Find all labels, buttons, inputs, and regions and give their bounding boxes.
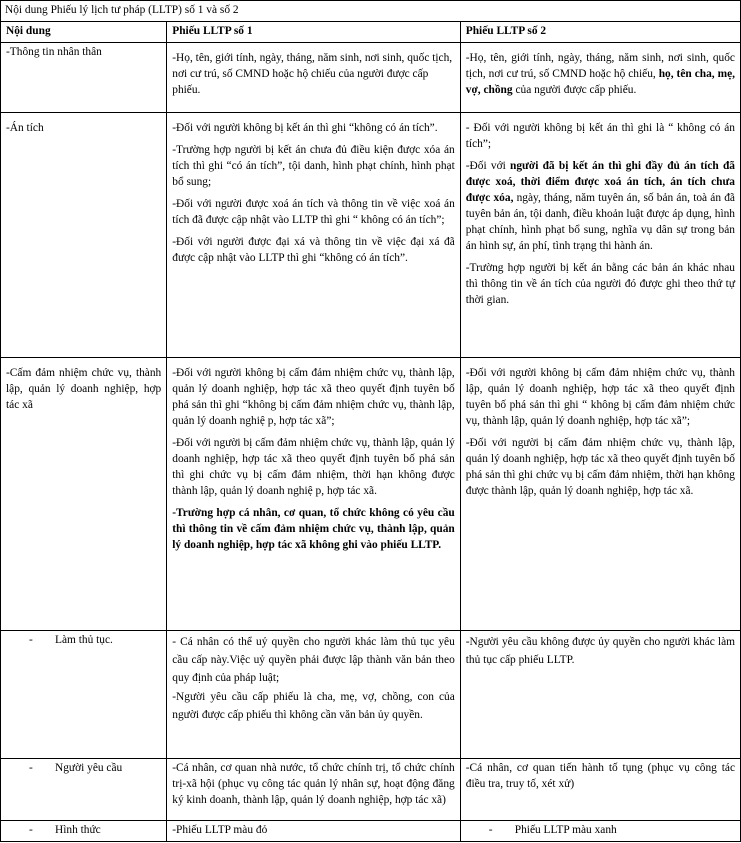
procedure-form-1 <box>167 630 461 758</box>
label-procedure-text: Làm thủ tục. <box>55 633 113 646</box>
table-caption: Nội dung Phiếu lý lịch tư pháp (LLTP) số 1 và số 2 <box>1 1 741 22</box>
ban-form-1-p2: -Đối với người bị cấm đảm nhiệm chức vụ, thành lập, quản lý doanh nghiệp, hợp tác xã theo quyết định tuyên bố phá sản thì ghi chức vụ bị cấm đảm nhiệm, thời hạn không được thành lập, quản lý doanh nghiệ p, hợp tác xã. <box>172 436 455 497</box>
label-requester <box>1 758 167 820</box>
requester-form-2 <box>460 758 740 820</box>
identity-form-2-part-b: họ, tên cha, mẹ, vợ, chồng <box>465 67 736 96</box>
criminal-form-2-p2-a: -Đối với <box>465 159 511 172</box>
criminal-form-1-p4: -Đối với người được đại xá và thông tin về việc đại xá đã được cập nhật vào LLTP thì ghi “không có án tích”. <box>172 235 455 264</box>
criminal-form-2-p2-c: ngày, tháng, năm tuyên án, số bản án, toà án đã tuyên bản án, tội danh, điều khoản luật được áp dụng, hình phạt chính, hình phạt bổ sung, nghĩa vụ dân sự trong bản án hình sự, án phí, tình trạng thi hành án. <box>465 191 735 252</box>
ban-form-1-p1: -Đối với người không bị cấm đảm nhiệm chức vụ, thành lập, quản lý doanh nghiệp, hợp tác xã theo quyết định tuyên bố phá sản thì ghi “không bị cấm đảm nhiệm chức vụ, thành lập, quản lý doanh nghiệ p, hợp tác xã”; <box>172 366 455 427</box>
label-criminal-record: -Án tích <box>1 112 167 357</box>
label-procedure-dash: - <box>29 633 33 646</box>
label-business-ban: -Cấm đảm nhiệm chức vụ, thành lập, quản lý doanh nghiệp, hợp tác xã <box>1 357 167 630</box>
form-type-2-text: Phiếu LLTP màu xanh <box>514 823 617 836</box>
requester-form-1 <box>167 758 461 820</box>
requester-form-1-p1: -Cá nhân, cơ quan nhà nước, tổ chức chính trị, tổ chức chính trị-xã hội (phục vụ công tác quản lý nhân sự, hoạt động đăng ký kinh doanh, thành lập, quản lý doanh nghiệp, hợp tác xã) <box>172 761 455 806</box>
row-identity <box>1 42 741 112</box>
label-form-type-text: Hình thức <box>55 823 101 836</box>
row-business-ban <box>1 357 741 630</box>
identity-form-1 <box>167 42 461 112</box>
procedure-form-2 <box>460 630 740 758</box>
criminal-form-1-p2: -Trường hợp người bị kết án chưa đủ điều kiện được xóa án tích thì ghi “có án tích”, tội danh, hình phạt chính, hình phạt bổ sung; <box>172 143 455 188</box>
identity-form-2-part-a: -Họ, tên, giới tính, ngày, tháng, năm sinh, nơi sinh, quốc tịch, nơi cư trú, số CMND hoặc hộ chiếu, <box>465 51 735 80</box>
procedure-form-1-p1: - Cá nhân có thể uỷ quyền cho người khác làm thủ tục yêu cầu cấp này.Việc uỷ quyền phải được lập thành văn bản theo quy định của pháp luật; <box>172 635 455 685</box>
ban-form-1 <box>167 357 461 630</box>
identity-form-2-part-c: của người được cấp phiếu. <box>512 83 637 96</box>
identity-form-2 <box>460 42 740 112</box>
label-form-type-dash: - <box>29 823 33 836</box>
criminal-form-2 <box>460 112 740 357</box>
label-requester-dash: - <box>29 761 33 774</box>
header-content: Nội dung <box>1 21 167 42</box>
label-identity: -Thông tin nhân thân <box>1 42 167 112</box>
ban-form-2-p1: -Đối với người không bị cấm đảm nhiệm chức vụ, thành lập, quản lý doanh nghiệp, hợp tác xã theo quyết định tuyên bố phá sản thì ghi “ không bị cấm đảm nhiệm chức vụ, thành lập, quản lý doanh nghiệp, hợp tác xã”; <box>465 366 735 427</box>
row-criminal-record <box>1 112 741 357</box>
row-requester <box>1 758 741 820</box>
criminal-form-2-p2-b: người đã bị kết án thì ghi đầy đủ án tích đã được xoá, thời điểm được xoá án tích, án tích chưa được xóa, <box>465 159 735 204</box>
criminal-form-1 <box>167 112 461 357</box>
label-requester-text: Người yêu cầu <box>55 761 123 774</box>
identity-form-1-text: -Họ, tên, giới tính, ngày, tháng, năm sinh, nơi sinh, quốc tịch, nơi cư trú, số CMND hoặc hộ chiếu của người được cấp phiếu. <box>172 51 453 96</box>
form-type-1: -Phiếu LLTP màu đỏ <box>167 820 461 841</box>
criminal-form-2-p3: -Trường hợp người bị kết án bằng các bản án khác nhau thì thông tin về án tích của người đó được ghi theo thứ tự thời gian. <box>465 261 735 306</box>
form-type-2-dash: - <box>488 823 493 836</box>
header-form-1: Phiếu LLTP số 1 <box>167 21 461 42</box>
caption-row <box>1 1 741 22</box>
requester-form-2-p1: -Cá nhân, cơ quan tiến hành tố tụng (phục vụ công tác điều tra, truy tố, xét xử) <box>465 761 735 790</box>
criminal-form-1-p1: -Đối với người không bị kết án thì ghi “không có án tích”. <box>172 121 438 134</box>
procedure-form-2-p1: -Người yêu cầu không được ủy quyền cho người khác làm thủ tục cấp phiếu LLTP. <box>465 635 735 667</box>
row-form-type <box>1 820 741 841</box>
form-type-2 <box>460 820 740 841</box>
row-procedure <box>1 630 741 758</box>
ban-form-1-p3: -Trường hợp cá nhân, cơ quan, tổ chức không có yêu cầu thì thông tin về cấm đảm nhiệm chức vụ, thành lập, quản lý doanh nghiệp, hợp tác xã không ghi vào phiếu LLTP. <box>172 506 455 551</box>
identity-form-2-text <box>466 51 735 99</box>
criminal-form-2-p2 <box>466 159 735 255</box>
procedure-form-1-p2: -Người yêu cầu cấp phiếu là cha, mẹ, vợ, chồng, con của người được cấp phiếu thì không cần văn bản ủy quyền. <box>172 690 455 721</box>
ban-form-2 <box>460 357 740 630</box>
label-procedure <box>1 630 167 758</box>
header-form-2: Phiếu LLTP số 2 <box>460 21 740 42</box>
ban-form-2-p2: -Đối với người bị cấm đảm nhiệm chức vụ, thành lập, quản lý doanh nghiệp, hợp tác xã theo quyết định tuyên bố phá sản thì ghi chức vụ bị cấm đảm nhiệm, thời hạn không được thành lập, quản lý doanh nghiệp, hợp tác xã. <box>465 436 735 497</box>
header-row <box>1 21 741 42</box>
criminal-form-1-p3: -Đối với người được xoá án tích và thông tin về việc xoá án tích đã được cập nhật vào LLTP thì ghi “ không có án tích”; <box>172 197 455 226</box>
label-form-type <box>1 820 167 841</box>
criminal-form-2-p1: - Đối với người không bị kết án thì ghi là “ không có án tích”; <box>465 121 735 150</box>
